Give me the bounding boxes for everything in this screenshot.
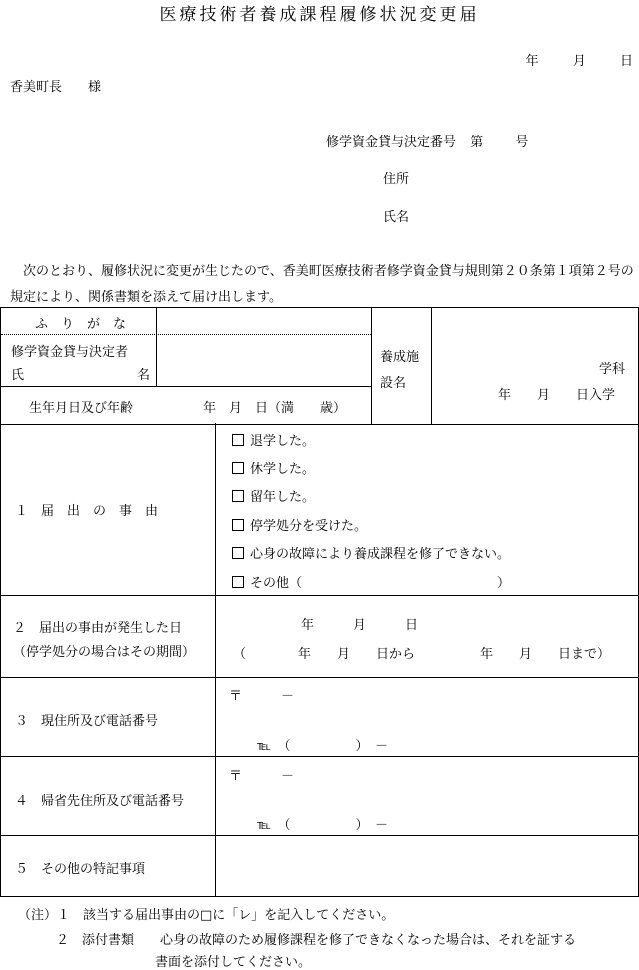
reason-repeat [232,486,315,505]
date-year-label: 年 [525,54,539,69]
reason-suspension-checkbox[interactable] [232,519,244,531]
reason-repeat-label: 留年した。 [250,490,316,505]
reason-other [232,572,510,591]
current-postal-code: 〒 － [229,689,295,704]
recipient-name-label-2: 名 [137,368,151,383]
recipient-info-table [0,307,639,425]
section-1-label: １ 届 出 の 事 由 [15,504,159,519]
name-label: 氏名 [383,210,410,225]
section-3-label: ３ 現住所及び電話番号 [15,714,159,729]
reason-suspension [232,515,367,534]
enrollment-label: 年 月 日入学 [498,388,616,403]
submission-date [496,50,633,69]
home-phone: ℡ （ ） － [257,818,388,833]
furigana-label: ふ り が な [35,317,127,332]
reason-health-checkbox[interactable] [232,547,244,559]
reason-leave-checkbox[interactable] [232,462,244,474]
date-day-label: 日 [619,54,633,69]
section-5-label: ５ その他の特記事項 [15,862,146,877]
loan-number-suffix: 号 [515,135,529,150]
reason-suspension-label: 停学処分を受けた。 [250,519,368,534]
reason-other-label: その他（ ） [250,576,511,591]
reason-withdrawal [232,430,315,449]
school-label-1: 養成施 [380,350,420,365]
section-4-label: ４ 帰省先住所及び電話番号 [15,794,185,809]
reason-repeat-checkbox[interactable] [232,490,244,502]
reason-other-checkbox[interactable] [232,576,244,588]
address-label: 住所 [383,172,410,187]
occurrence-date: 年 月 日 [301,618,419,633]
reason-health [232,543,510,562]
body-paragraph: 次のとおり、履修状況に変更が生じたので、香美町医療技術者修学資金貸与規則第２０条第１項第２号の規定により、関係書類を添えて届け出します。 [10,264,634,305]
loan-number-line [326,131,528,150]
loan-number-label: 修学資金貸与決定番号 [326,135,457,150]
section-2-label: ２ 届出の事由が発生した日 [13,621,183,636]
birth-label: 生年月日及び年齢 [29,401,134,416]
recipient-name-label-1: 氏 [11,368,25,383]
suspension-period: （ 年 月 日から 年 月 日まで） [233,647,611,662]
reason-health-label: 心身の故障により養成課程を修了できない。 [250,547,511,562]
home-postal-code: 〒 － [229,769,295,784]
note-2: ２ 添付書類 心身の故障のため履修課程を修了できなくなった場合は、それを証する [56,933,577,948]
note-1: （注）１ 該当する届出事由の□に「レ」を記入してください。 [18,908,395,923]
reason-leave-label: 休学した。 [250,462,316,477]
change-details-table [0,423,639,897]
note-2-continued: 書面を添付してください。 [155,955,312,970]
form-title: 医療技術者養成課程履修状況変更届 [159,5,480,25]
current-phone: ℡ （ ） － [257,739,388,754]
reason-leave [232,458,315,477]
addressee: 香美町長 様 [10,80,102,95]
school-label-2: 設名 [380,376,407,391]
birth-value: 年 月 日（満 歳） [203,401,347,416]
loan-number-prefix: 第 [470,135,484,150]
reason-withdrawal-label: 退学した。 [250,434,316,449]
date-month-label: 月 [572,54,586,69]
section-2-sublabel: （停学処分の場合はその期間） [13,645,196,660]
department-label: 学科 [599,362,626,377]
recipient-label: 修学資金貸与決定者 [11,345,129,360]
reason-withdrawal-checkbox[interactable] [232,434,244,446]
